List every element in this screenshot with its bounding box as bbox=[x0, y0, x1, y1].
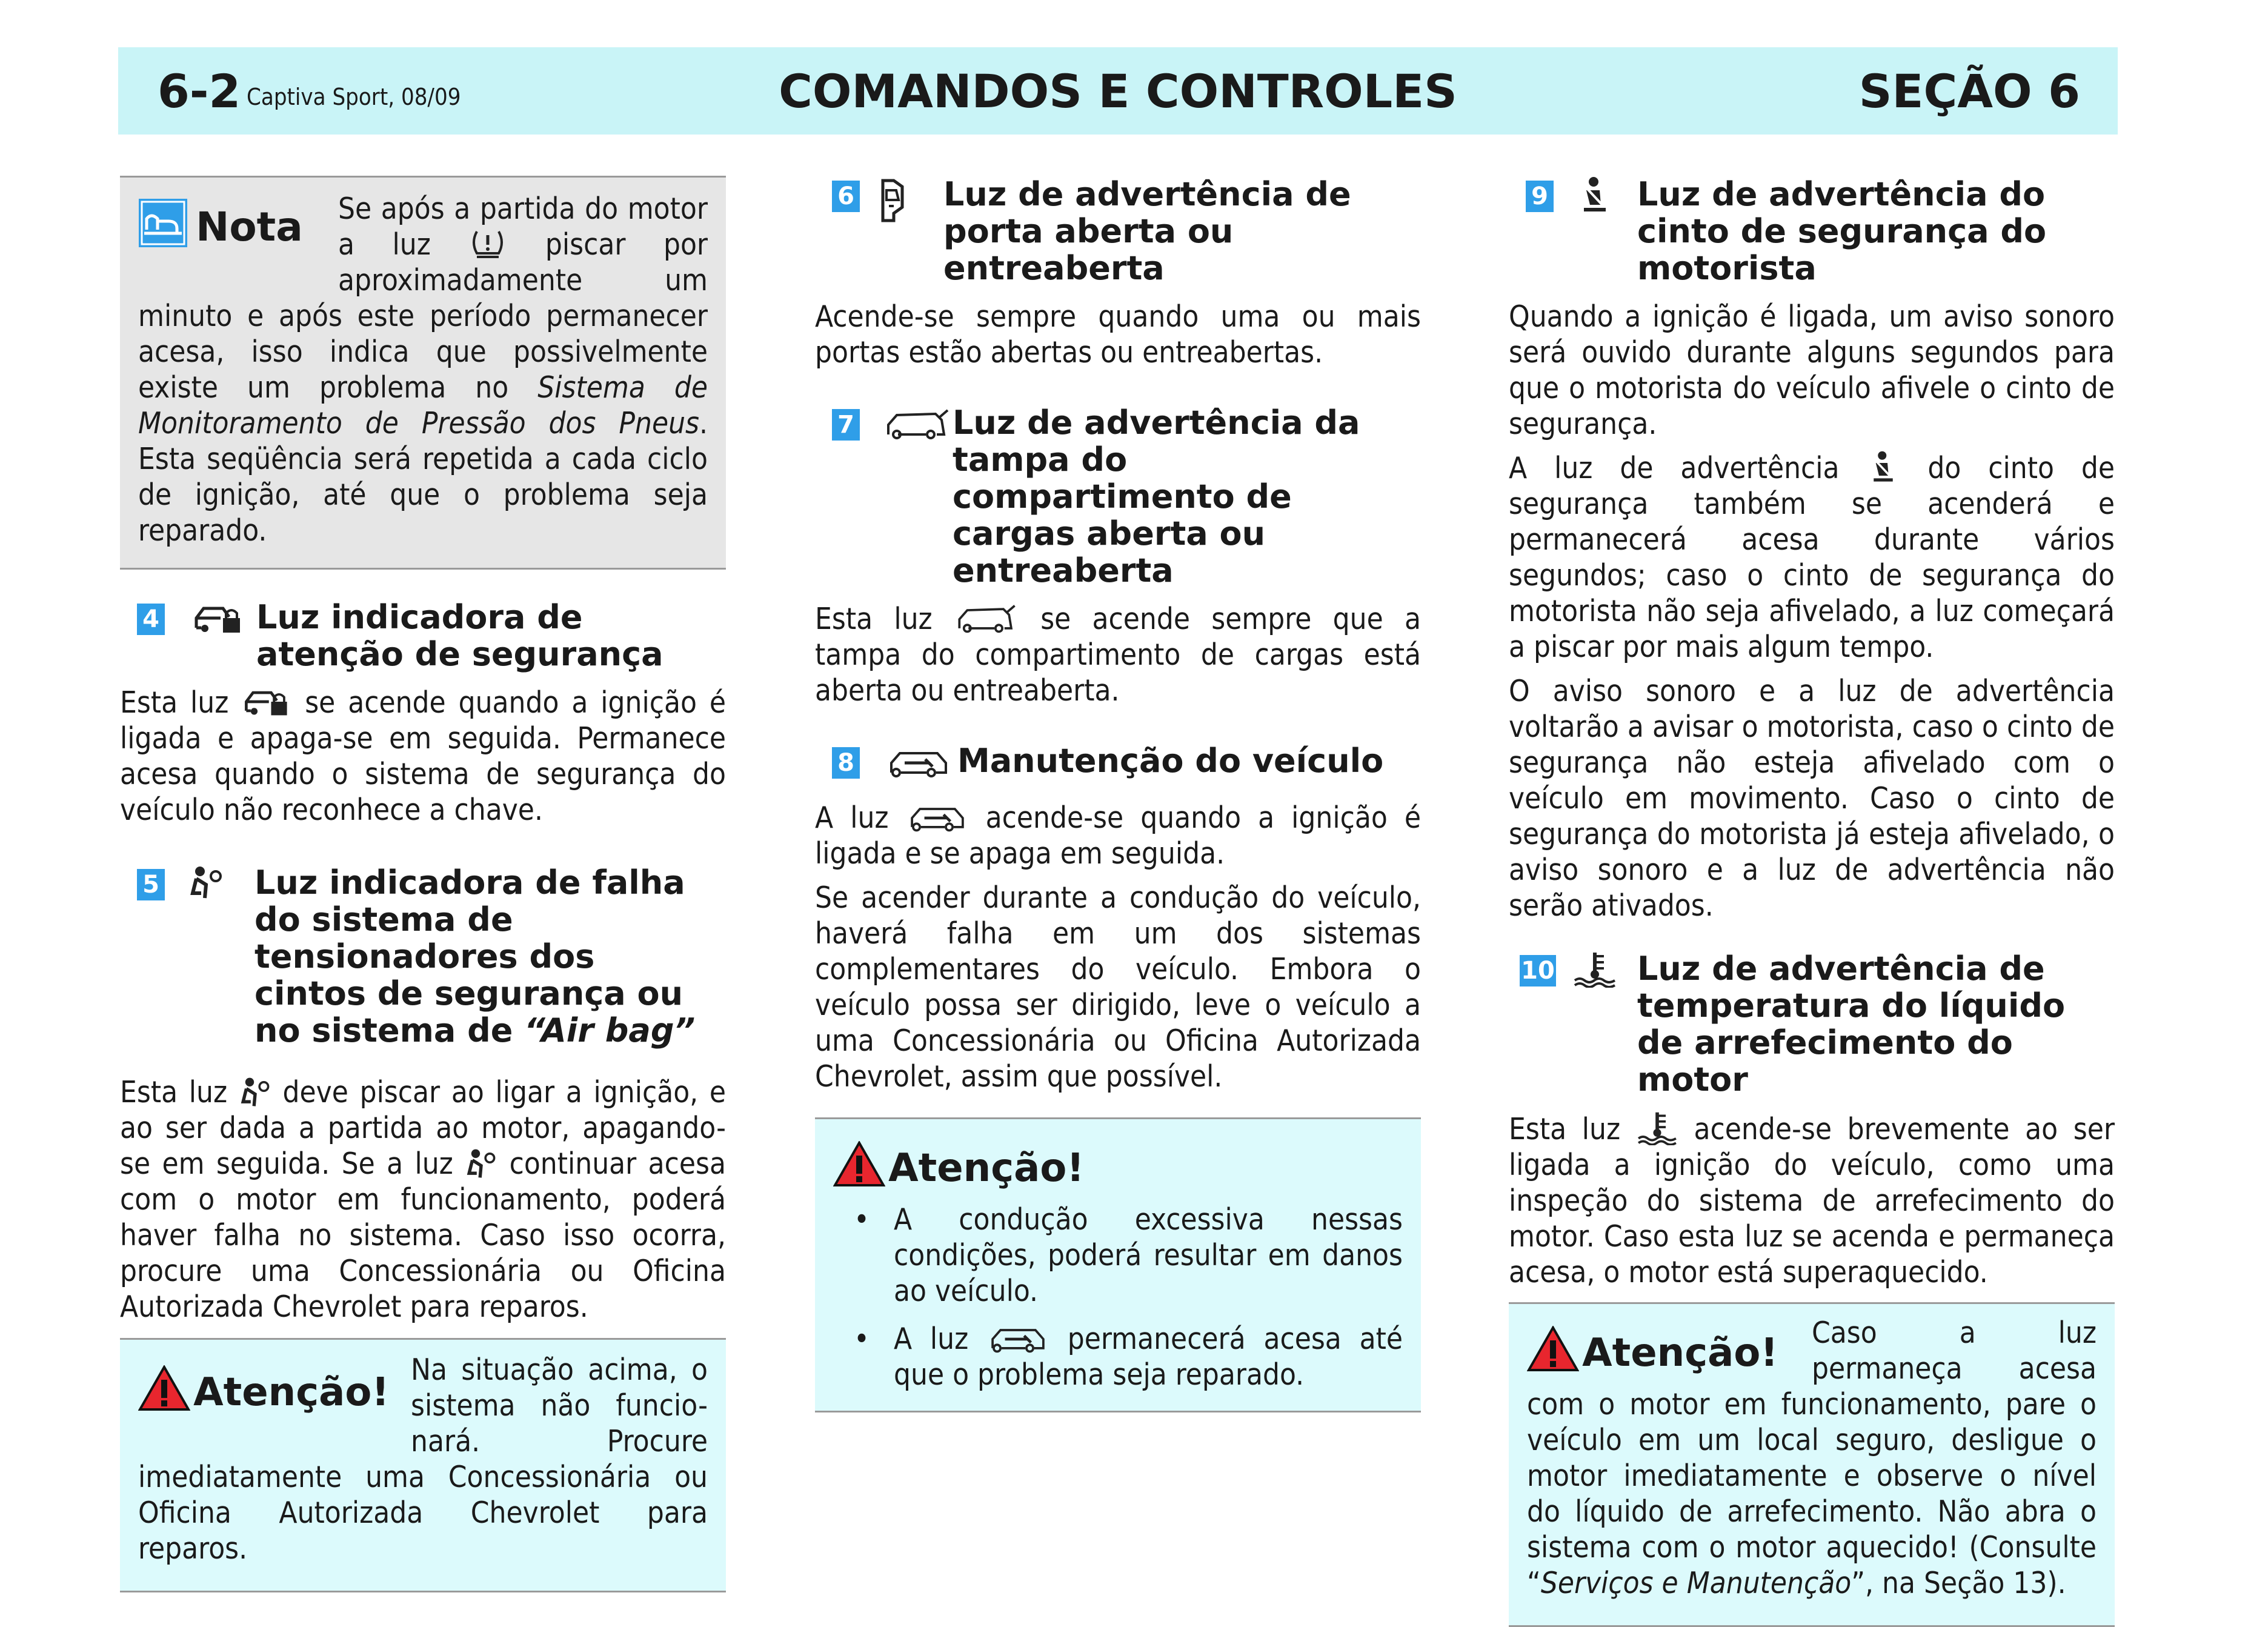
note-box bbox=[120, 176, 726, 570]
note-icon bbox=[138, 198, 188, 248]
item9-para2-pre: A luz de advertência bbox=[1509, 451, 1840, 485]
wrench-car-icon-inline-2 bbox=[986, 1322, 1049, 1355]
item7-heading bbox=[815, 404, 1421, 589]
item4-text bbox=[120, 685, 726, 828]
caution-box-2 bbox=[815, 1117, 1421, 1412]
item9-para2 bbox=[1509, 450, 2115, 665]
item9-heading bbox=[1509, 176, 2115, 287]
item9-para3: O aviso sonoro e a luz de advertência voltarão a avisar o motorista, caso o cinto de segurança não esteja afivelado com o veículo em movimento. Caso o cinto de segurança do motorista já esteja afivelado, o aviso sonoro e a luz de advertência não serão ativados. bbox=[1509, 674, 2115, 923]
caution-2-bullet-2-text bbox=[894, 1321, 1403, 1392]
seatbelt-icon-inline bbox=[1866, 450, 1900, 484]
warning-icon bbox=[138, 1365, 190, 1411]
page-header bbox=[118, 47, 2118, 135]
caution-3-label: Atenção! bbox=[1582, 1331, 1778, 1376]
item4-text-pre: Esta luz bbox=[120, 685, 229, 720]
note-text-a: aproximadamente um minuto e após este período permanecer acesa, isso indica que possivelmente existe um problema no bbox=[138, 263, 708, 405]
item5-badge: 5 bbox=[137, 869, 165, 900]
item5-heading bbox=[120, 864, 726, 1049]
page-title: COMANDOS E CONTROLES bbox=[779, 64, 1457, 118]
caution-2-bullet-2-pre: A luz bbox=[894, 1322, 969, 1356]
item6-title: Luz de advertência de porta aberta ou entreaberta bbox=[943, 175, 1351, 287]
item5-text-pre: Esta luz bbox=[120, 1075, 228, 1110]
model-label: Captiva Sport, 08/09 bbox=[247, 84, 461, 110]
item9-badge: 9 bbox=[1526, 181, 1554, 212]
wrench-car-icon-inline bbox=[906, 801, 969, 834]
caution-2-bullet-1 bbox=[833, 1202, 1403, 1309]
item5-text bbox=[120, 1074, 726, 1325]
warning-icon bbox=[1527, 1326, 1579, 1372]
note-after-icon: piscar por bbox=[545, 227, 708, 262]
item6-heading bbox=[815, 176, 1421, 287]
note-italic: Sistema de Monitoramento de Pressão dos Pneus bbox=[138, 370, 708, 441]
item8-text-pre: A luz bbox=[815, 800, 889, 835]
item10-text bbox=[1509, 1110, 2115, 1290]
item10-badge: 10 bbox=[1520, 955, 1556, 987]
car-lock-icon-inline bbox=[241, 685, 292, 719]
item5-text-mid: deve piscar ao ligar a ignição, e ao ser dada a partida ao motor, apagando-se em seguida. Se a luz bbox=[120, 1075, 727, 1181]
bullet-dot: • bbox=[854, 1322, 870, 1356]
cargo-hatch-icon bbox=[885, 407, 950, 442]
caution-1-label: Atenção! bbox=[193, 1370, 390, 1415]
item9-title: Luz de advertência do cinto de segurança do motorista bbox=[1637, 175, 2047, 287]
airbag-icon bbox=[188, 864, 224, 900]
seatbelt-icon bbox=[1575, 176, 1614, 215]
door-open-icon bbox=[876, 178, 910, 224]
note-text-b: . Esta seqüência será repetida a cada ciclo de ignição, até que o problema seja reparado. bbox=[138, 406, 708, 548]
caution-2-title-row bbox=[833, 1141, 1403, 1191]
caution-3-italic: Serviços e Manutenção bbox=[1540, 1566, 1852, 1600]
item10-text-pre: Esta luz bbox=[1509, 1112, 1621, 1146]
item4-text-post: se acende quando a ignição é ligada e apaga-se em seguida. Permanece acesa quando o sistema de segurança do veículo não reconhece a chave. bbox=[120, 685, 726, 827]
caution-2-bullet-2-post: permanecerá acesa até que o problema seja reparado. bbox=[894, 1322, 1403, 1392]
column-right bbox=[1509, 176, 2115, 1627]
item9-para1: Quando a ignição é ligada, um aviso sonoro será ouvido durante alguns segundos para que o motorista do veículo afivele o cinto de segurança. bbox=[1509, 299, 2115, 441]
item7-text bbox=[815, 601, 1421, 708]
item8-text-post: acende-se quando a ignição é ligada e se apaga em seguida. bbox=[815, 800, 1422, 871]
airbag-icon-inline-2 bbox=[465, 1147, 497, 1180]
item10-title: Luz de advertência de temperatura do líquido de arrefecimento do motor bbox=[1637, 950, 2066, 1099]
wrench-car-icon bbox=[886, 745, 951, 780]
item5-title-italic: “Air bag” bbox=[524, 1011, 696, 1050]
item4-badge: 4 bbox=[137, 604, 165, 635]
item4-heading bbox=[120, 599, 726, 673]
coolant-temp-icon bbox=[1572, 950, 1617, 988]
item4-title: Luz indicadora de atenção de segurança bbox=[256, 598, 663, 673]
note-label: Nota bbox=[196, 204, 303, 250]
item8-title: Manutenção do veículo bbox=[957, 742, 1384, 780]
item5-text-post: continuar acesa com o motor em funcionamento, poderá haver falha no sistema. Caso isso ocorra, procure uma Concessionária ou Oficina Autorizada Chevrolet para reparos. bbox=[120, 1146, 727, 1324]
item8-badge: 8 bbox=[832, 747, 860, 779]
column-left bbox=[120, 176, 726, 1592]
caution-1-lead: Na situação acima, o sistema não funcio- bbox=[411, 1353, 708, 1423]
warning-icon bbox=[833, 1141, 885, 1187]
caution-1-body: nará. Procure imediatamente uma Concessionária ou Oficina Autorizada Chevrolet para reparos. bbox=[138, 1424, 708, 1566]
item5-title bbox=[254, 864, 715, 1049]
item10-text-post: acende-se brevemente ao ser ligada a ignição do veículo, como uma inspeção do sistema de arrefecimento do motor. Caso esta luz se acenda e permaneça acesa, o motor está superaquecido. bbox=[1509, 1112, 2115, 1289]
caution-2-label: Atenção! bbox=[888, 1146, 1085, 1191]
column-middle bbox=[815, 176, 1421, 1412]
caution-3-text-b: ”, na Seção 13). bbox=[1851, 1566, 2066, 1600]
item7-text-post: se acende sempre que a tampa do compartimento de cargas está aberta ou entreaberta. bbox=[815, 602, 1422, 708]
item8-heading bbox=[815, 742, 1421, 779]
item8-para2: Se acender durante a condução do veículo, haverá falha em um dos sistemas complementares do veículo. Embora o veículo possa ser dirigido, leve o veículo a uma Concessionária ou Oficina Autorizada Chevrolet, assim que possível. bbox=[815, 880, 1421, 1094]
item7-title: Luz de advertência da tampa do compartimento de cargas aberta ou entreaberta bbox=[953, 404, 1360, 590]
caution-3-text-a: motor em funcionamento, pare o veículo em um local seguro, desligue o motor imediatamente e observe o nível do líquido de arrefecimento. Não abra o sistema com o motor aquecido! (Consulte “ bbox=[1527, 1387, 2097, 1600]
bullet-dot: • bbox=[854, 1202, 870, 1237]
caution-box-3 bbox=[1509, 1302, 2115, 1627]
item7-text-pre: Esta luz bbox=[815, 602, 933, 636]
page-number: 6-2 bbox=[158, 64, 241, 118]
coolant-temp-icon-inline bbox=[1636, 1110, 1678, 1145]
airbag-icon-inline bbox=[239, 1076, 271, 1108]
item6-text: Acende-se sempre quando uma ou mais portas estão abertas ou entreabertas. bbox=[815, 299, 1421, 370]
section-label: SEÇÃO 6 bbox=[1858, 64, 2080, 118]
cargo-hatch-icon-inline bbox=[954, 602, 1019, 635]
car-lock-icon bbox=[193, 600, 244, 636]
item10-heading bbox=[1509, 950, 2115, 1098]
item6-badge: 6 bbox=[832, 181, 860, 212]
item7-badge: 7 bbox=[832, 409, 860, 441]
note-lead: Se após a partida do motor a luz bbox=[338, 191, 708, 262]
item9-para2-post: do cinto de segurança também se acenderá e permanecerá acesa durante vários segundos; caso o cinto de segurança do motorista não seja afivelado, a luz começará a piscar por mais algum tempo. bbox=[1509, 451, 2115, 664]
item5-title-text: Luz indicadora de falha do sistema de tensionadores dos cintos de segurança ou no sistema de bbox=[254, 863, 685, 1050]
tire-pressure-icon bbox=[468, 227, 507, 261]
caution-2-bullet-2 bbox=[833, 1321, 1403, 1392]
caution-3-lead: Caso a luz permaneça acesa com o bbox=[1527, 1316, 2097, 1422]
item8-text bbox=[815, 800, 1421, 871]
caution-box-1 bbox=[120, 1338, 726, 1592]
caution-2-bullet-1-text: A condução excessiva nessas condições, poderá resultar em danos ao veículo. bbox=[894, 1202, 1403, 1308]
